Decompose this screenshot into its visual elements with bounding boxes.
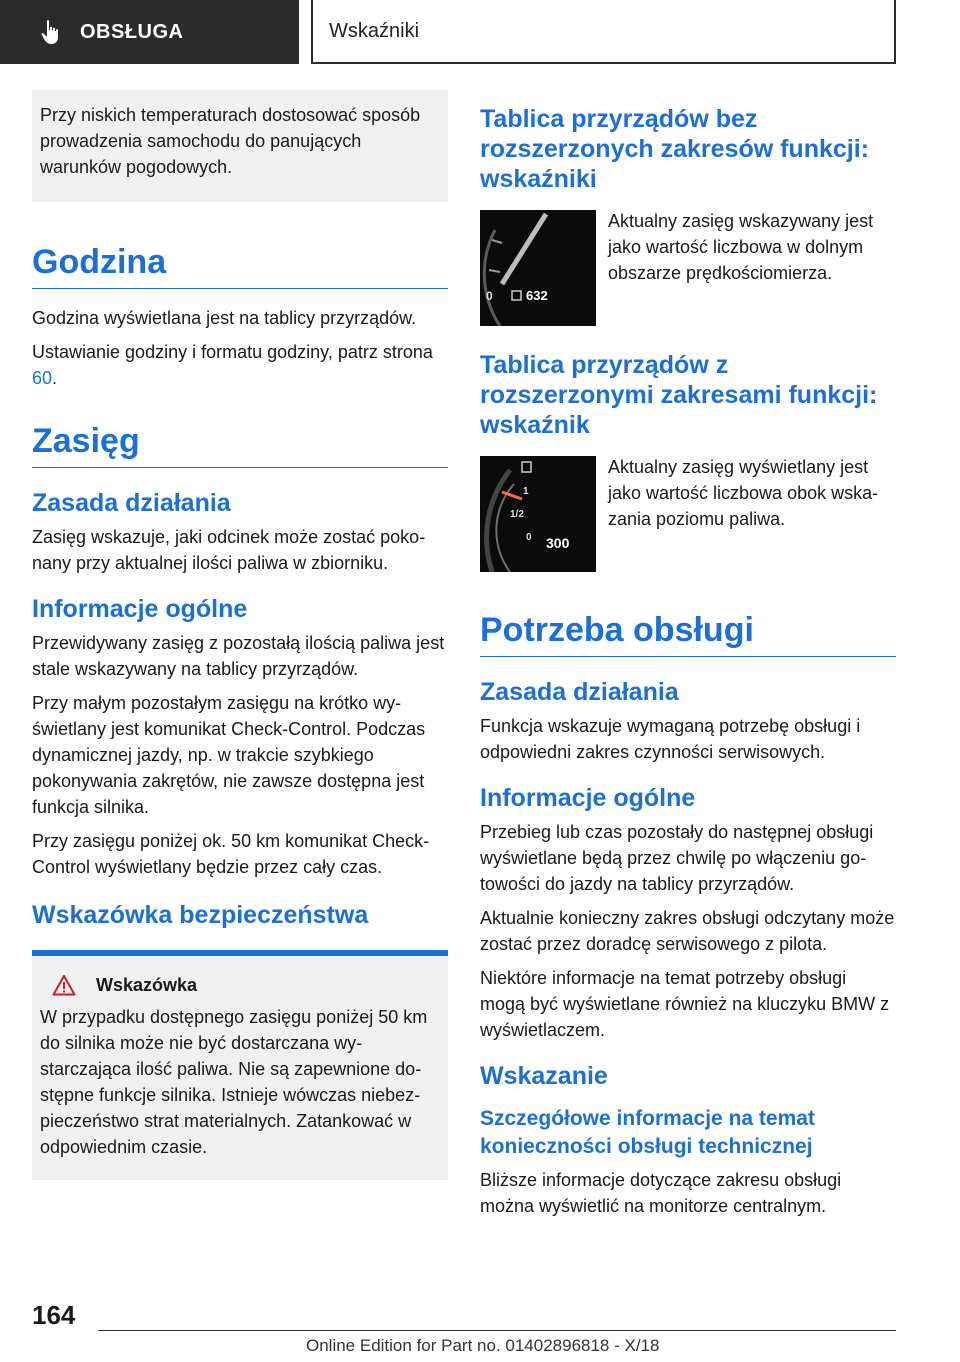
header-section-tab bbox=[0, 0, 299, 64]
fuel-gauge-range-image bbox=[480, 456, 596, 572]
detail-text: Bliższe informacje dotyczące zakresu obsługi można wyświetlić na monitorze centralnym. bbox=[480, 1170, 842, 1216]
service-zasada-text: Funkcja wskazuje wymaganą potrzebę obsługi i odpowiedni zakres czynności serwisowych. bbox=[480, 716, 861, 762]
service-info-text-2: Aktualnie konieczny zakres obsługi odczytany może zostać przez doradcę serwisowego z pilota. bbox=[480, 908, 895, 954]
warning-box bbox=[32, 950, 448, 1180]
page-number: 164 bbox=[32, 1300, 76, 1330]
speedometer-figure-row bbox=[480, 210, 896, 326]
info-text-1: Przewidywany zasięg z pozostałą ilością paliwa jest stale wskazywany na tablicy przyrządów. bbox=[32, 633, 445, 679]
speedometer-range-image bbox=[480, 210, 596, 326]
warning-title-row bbox=[52, 974, 440, 996]
page-link-60[interactable]: 60 bbox=[32, 368, 53, 388]
fuel-full-label: 1 bbox=[523, 486, 529, 497]
note-text: Przy niskich temperaturach dostosować sposób prowadzenia samochodu do panujących warunków pogodowych. bbox=[40, 105, 421, 177]
heading-potrzeba-obslugi: Potrzeba obsługi bbox=[480, 610, 896, 657]
without-extended-text: Aktualny zasięg wskazywany jest jako wartość liczbowa w dolnym obszarze prędkościomierza. bbox=[608, 211, 874, 283]
godzina-text-2 bbox=[32, 339, 448, 391]
godzina-text-2-pre: Ustawianie godziny i formatu godziny, patrz strona bbox=[32, 342, 433, 362]
godzina-text-1: Godzina wyświetlana jest na tablicy przyrządów. bbox=[32, 308, 417, 328]
warning-triangle-icon bbox=[52, 974, 76, 996]
godzina-text-2-post: . bbox=[52, 368, 58, 388]
heading-godzina: Godzina bbox=[32, 242, 448, 289]
heading-service-info: Informacje ogólne bbox=[480, 784, 696, 812]
section-title: OBSŁUGA bbox=[80, 20, 184, 43]
subsection-title: Wskaźniki bbox=[329, 19, 420, 42]
heading-detail-info: Szczegółowe informacje na temat konieczności obsługi technicznej bbox=[480, 1107, 815, 1158]
footer-edition: Online Edition for Part no. 01402896818 - X/18 bbox=[306, 1336, 660, 1355]
service-info-text-1: Przebieg lub czas pozostały do następnej obsługi wyświetlane będą przez chwilę po włączeniu gotowości do jazdy na tablicy przyrządów. bbox=[480, 822, 874, 894]
fuel-range-value: 300 bbox=[546, 535, 570, 551]
warning-text: W przypadku dostępnego zasięgu poniżej 50 km do silnika może nie być dostarczana wystarczająca ilość paliwa. Nie są zapewnione dostępne funkcje silnika. Istnieje wówczas niebezpieczeństwo strat materialnych. Zatankować w odpowiednim czasie. bbox=[40, 1007, 428, 1157]
pointing-hand-icon bbox=[40, 19, 64, 45]
fuel-gauge-figure-row bbox=[480, 456, 896, 572]
heading-zasada-dzialania: Zasada działania bbox=[32, 489, 231, 517]
info-text-3: Przy zasięgu poniżej ok. 50 km komunikat Check-Control wyświetlany będzie przez cały czas. bbox=[32, 831, 430, 877]
header-subsection-tab bbox=[311, 0, 896, 64]
heading-without-extended: Tablica przyrządów bez rozszerzonych zakresów funkcji: wskaźniki bbox=[480, 105, 870, 193]
right-column bbox=[480, 104, 896, 1227]
fuel-half-label: 1/2 bbox=[510, 509, 524, 520]
speedometer-zero-label: 0 bbox=[486, 289, 493, 303]
heading-service-zasada: Zasada działania bbox=[480, 678, 679, 706]
speedometer-range-value: 632 bbox=[526, 288, 548, 303]
zasada-text: Zasięg wskazuje, jaki odcinek może zostać pokonany przy aktualnej ilości paliwa w zbiorniku. bbox=[32, 527, 426, 573]
service-info-text-3: Niektóre informacje na temat potrzeby obsługi mogą być wyświetlane również na kluczyku BMW z wyświetlaczem. bbox=[480, 968, 890, 1040]
heading-safety: Wskazówka bezpieczeństwa bbox=[32, 901, 369, 929]
info-text-2: Przy małym pozostałym zasięgu na krótko wyświetlany jest komunikat Check-Control. Podczas dynamicznej jazdy, np. w trakcie szybkiego pokonywania zakrętów, nie zawsze dostępna jest funkcja silnika. bbox=[32, 693, 426, 817]
warning-title: Wskazówka bbox=[96, 974, 198, 995]
fuel-empty-label: 0 bbox=[526, 532, 532, 543]
footer-divider bbox=[98, 1330, 896, 1331]
heading-informacje-ogolne: Informacje ogólne bbox=[32, 595, 248, 623]
heading-wskazanie: Wskazanie bbox=[480, 1062, 608, 1090]
with-extended-text: Aktualny zasięg wyświetlany jest jako wartość liczbowa obok wskazania poziomu paliwa. bbox=[608, 457, 879, 529]
cold-weather-note bbox=[32, 90, 448, 202]
heading-zasieg: Zasięg bbox=[32, 421, 448, 468]
left-column bbox=[32, 90, 448, 1180]
heading-with-extended: Tablica przyrządów z rozszerzonymi zakresami funkcji: wskaźnik bbox=[480, 351, 878, 439]
